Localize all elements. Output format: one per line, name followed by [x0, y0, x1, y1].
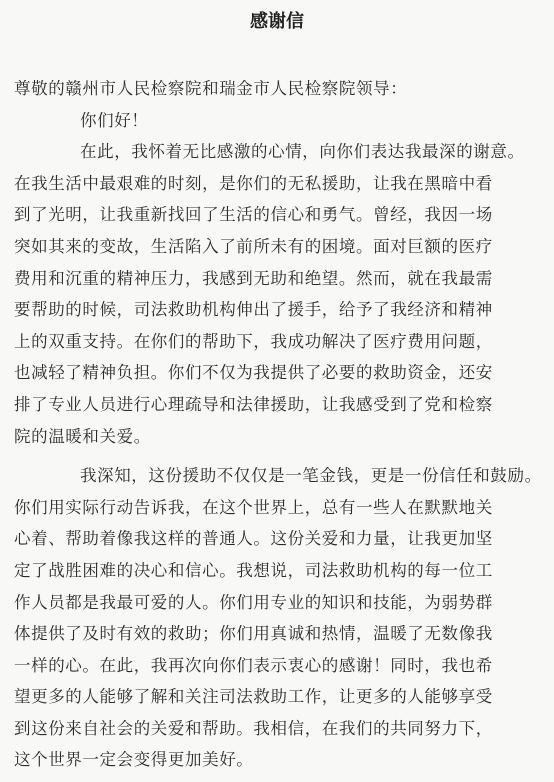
paragraph-1-line: 要帮助的时候，司法救助机构伸出了援手，给予了我经济和精神 — [14, 300, 493, 320]
paragraph-1-line: 费用和沉重的精神压力，我感到无助和绝望。然而，就在我最需 — [14, 268, 493, 288]
paragraph-1-line: 到了光明，让我重新找回了生活的信心和勇气。曾经，我因一场 — [14, 205, 493, 225]
paragraph-1-line: 院的温暖和关爱。 — [14, 426, 151, 446]
paragraph-2-line: 作人员都是我最可爱的人。你们用专业的知识和技能，为弱势群 — [14, 592, 493, 612]
paragraph-2-line: 一样的心。在此，我再次向你们表示衷心的感谢！同时，我也希 — [14, 655, 493, 675]
paragraph-2-line: 我深知，这份援助不仅仅是一笔金钱，更是一份信任和鼓励。 — [80, 466, 542, 486]
salutation: 尊敬的赣州市人民检察院和瑞金市人民检察院领导： — [14, 79, 408, 98]
paragraph-1-line: 在此，我怀着无比感激的心情，向你们表达我最深的谢意。 — [80, 142, 525, 162]
paragraph-1 — [14, 136, 542, 452]
letter-title: 感谢信 — [250, 11, 304, 32]
paragraph-2-line: 到这份来自社会的关爱和帮助。我相信，在我们的共同努力下， — [14, 718, 493, 738]
paragraph-2-line: 心着、帮助着像我这样的普通人。这份关爱和力量，让我更加坚 — [14, 529, 493, 549]
greeting: 你们好！ — [80, 110, 149, 130]
paragraph-2-line: 定了战胜困难的决心和信心。我想说，司法救助机构的每一位工 — [14, 560, 493, 580]
paragraph-2-line: 这个世界一定会变得更加美好。 — [14, 750, 254, 770]
paragraph-2-line: 体提供了及时有效的救助；你们用真诚和热情，温暖了无数像我 — [14, 624, 493, 644]
paragraph-2 — [14, 460, 542, 776]
paragraph-1-line: 上的双重支持。在你们的帮助下，我成功解决了医疗费用问题， — [14, 331, 493, 351]
paragraph-1-line: 在我生活中最艰难的时刻，是你们的无私援助，让我在黑暗中看 — [14, 173, 493, 193]
paragraph-1-line: 排了专业人员进行心理疏导和法律援助，让我感受到了党和检察 — [14, 394, 493, 414]
letter-body — [14, 73, 542, 776]
paragraph-2-line: 望更多的人能够了解和关注司法救助工作，让更多的人能够享受 — [14, 687, 493, 707]
paragraph-2-line: 你们用实际行动告诉我，在这个世界上，总有一些人在默默地关 — [14, 497, 493, 517]
paragraph-1-line: 也减轻了精神负担。你们不仅为我提供了必要的救助资金，还安 — [14, 363, 493, 383]
paragraph-1-line: 突如其来的变故，生活陷入了前所未有的困境。面对巨额的医疗 — [14, 236, 493, 256]
